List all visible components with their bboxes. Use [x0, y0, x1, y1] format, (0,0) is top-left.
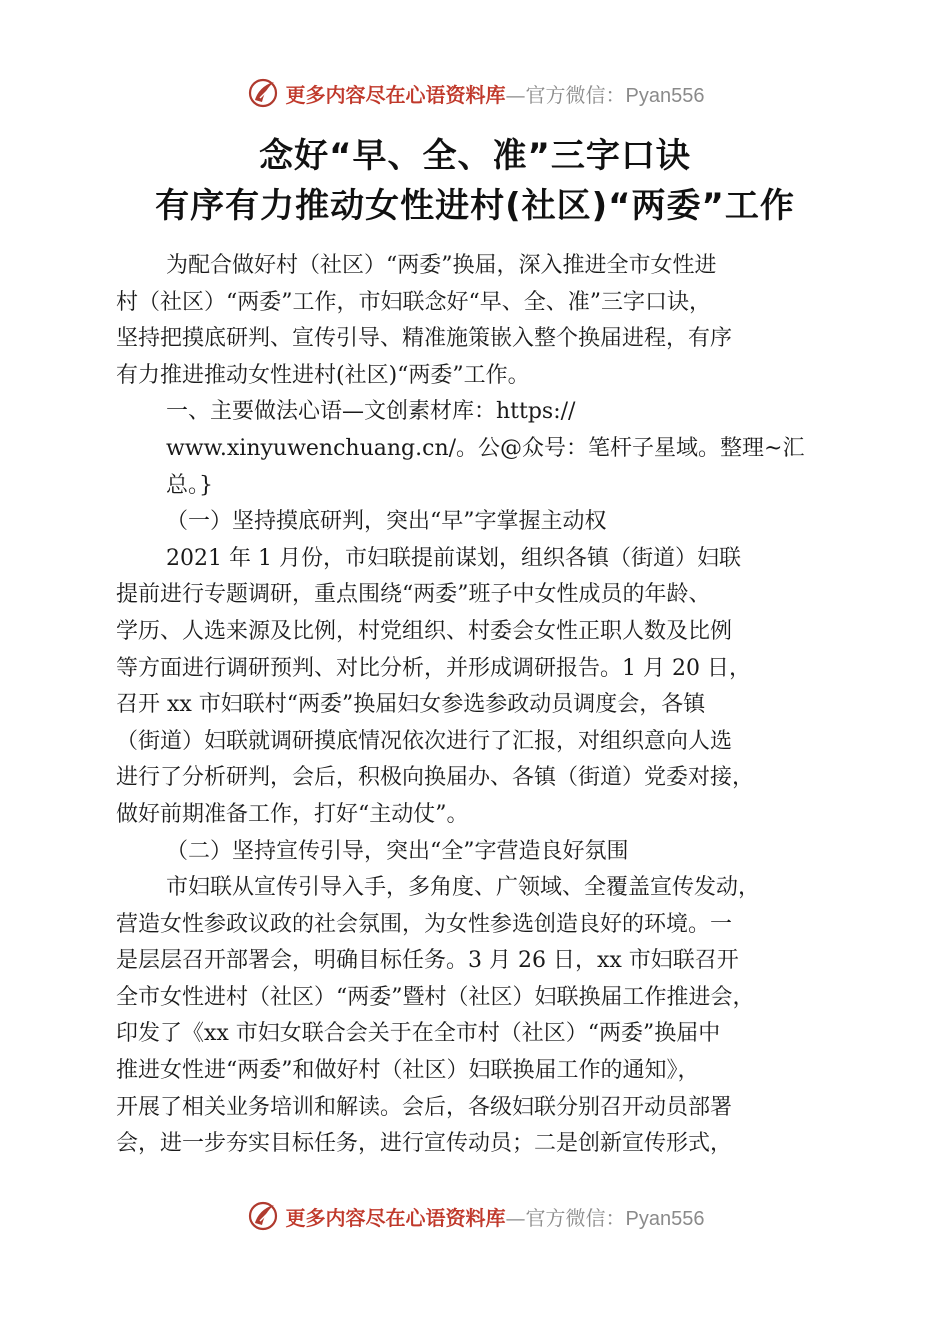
body-text-line: 印发了《xx 市妇女联合会关于在全市村（社区）“两委”换届中	[116, 1021, 721, 1047]
body-text-line: （街道）妇联就调研摸底情况依次进行了汇报，对组织意向人选	[116, 728, 733, 754]
watermark-banner-top	[0, 73, 950, 113]
watermark-wechat-id: Pyan556	[625, 84, 705, 107]
brand-logo-icon	[246, 76, 280, 110]
body-text-line: 会，进一步夯实目标任务，进行宣传动员；二是创新宣传形式，	[116, 1131, 733, 1157]
watermark-dash: —	[505, 82, 526, 107]
watermark-wechat-id: Pyan556	[625, 1207, 705, 1230]
watermark-wechat-label: 官方微信：	[525, 1205, 626, 1230]
body-text-line: 有力推进推动女性进村(社区)“两委”工作。	[116, 362, 530, 388]
body-text-line: 推进女性进“两委”和做好村（社区）妇联换届工作的通知》，	[116, 1058, 700, 1084]
watermark-text	[286, 79, 705, 108]
body-text-line: 召开 xx 市妇联村“两委”换届妇女参选参政动员调度会，各镇	[116, 692, 706, 718]
watermark-brand: 更多内容尽在心语资料库	[285, 1205, 506, 1230]
watermark-inner	[246, 76, 705, 110]
body-text-line: （二）坚持宣传引导，突出“全”字营造良好氛围	[166, 838, 629, 864]
document-body	[116, 248, 856, 1163]
watermark-dash: —	[505, 1205, 526, 1230]
body-text-line: 等方面进行调研预判、对比分析，并形成调研报告。1 月 20 日，	[116, 655, 751, 681]
document-title-line-1: 念好“早、全、准”三字口诀	[259, 136, 691, 176]
watermark-banner-bottom	[0, 1196, 950, 1236]
brand-logo-icon	[246, 1199, 280, 1233]
body-text-line: 总。}	[166, 472, 213, 498]
watermark-wechat-label: 官方微信：	[525, 82, 626, 107]
body-text-line: 为配合做好村（社区）“两委”换届，深入推进全市女性进	[166, 253, 717, 278]
body-text-line: 进行了分析研判，会后，积极向换届办、各镇（街道）党委对接，	[116, 765, 755, 791]
body-text-line: 营造女性参政议政的社会氛围，为女性参选创造良好的环境。一	[116, 911, 733, 937]
body-text-line: （一）坚持摸底研判，突出“早”字掌握主动权	[166, 509, 607, 535]
body-text-line: 村（社区）“两委”工作，市妇联念好“早、全、准”三字口诀，	[116, 289, 711, 315]
watermark-brand: 更多内容尽在心语资料库	[285, 82, 506, 107]
body-text-line: 提前进行专题调研，重点围绕“两委”班子中女性成员的年龄、	[116, 582, 711, 608]
watermark-inner	[246, 1199, 705, 1233]
body-text-line: 做好前期准备工作，打好“主动仗”。	[116, 801, 469, 827]
body-text-line: 是层层召开部署会，明确目标任务。3 月 26 日，xx 市妇联召开	[116, 948, 739, 974]
body-text-line: 一、主要做法心语—文创素材库：https://	[166, 399, 576, 425]
document-title-line-2: 有序有力推动女性进村(社区)“两委”工作	[155, 186, 795, 226]
body-text-line: 学历、人选来源及比例，村党组织、村委会女性正职人数及比例	[116, 618, 733, 644]
body-text-line: 坚持把摸底研判、宣传引导、精准施策嵌入整个换届进程，有序	[116, 326, 733, 352]
body-text-line: 开展了相关业务培训和解读。会后，各级妇联分别召开动员部署	[116, 1094, 733, 1120]
watermark-text	[286, 1202, 705, 1231]
body-text-line: 全市女性进村（社区）“两委”暨村（社区）妇联换届工作推进会，	[116, 984, 755, 1010]
body-text-line: www.xinyuwenchuang.cn/。公@众号：笔杆子星域。整理~汇	[166, 435, 805, 461]
body-text-line: 市妇联从宣传引导入手，多角度、广领域、全覆盖宣传发动，	[166, 875, 761, 901]
body-text-line: 2021 年 1 月份，市妇联提前谋划，组织各镇（街道）妇联	[166, 545, 741, 571]
